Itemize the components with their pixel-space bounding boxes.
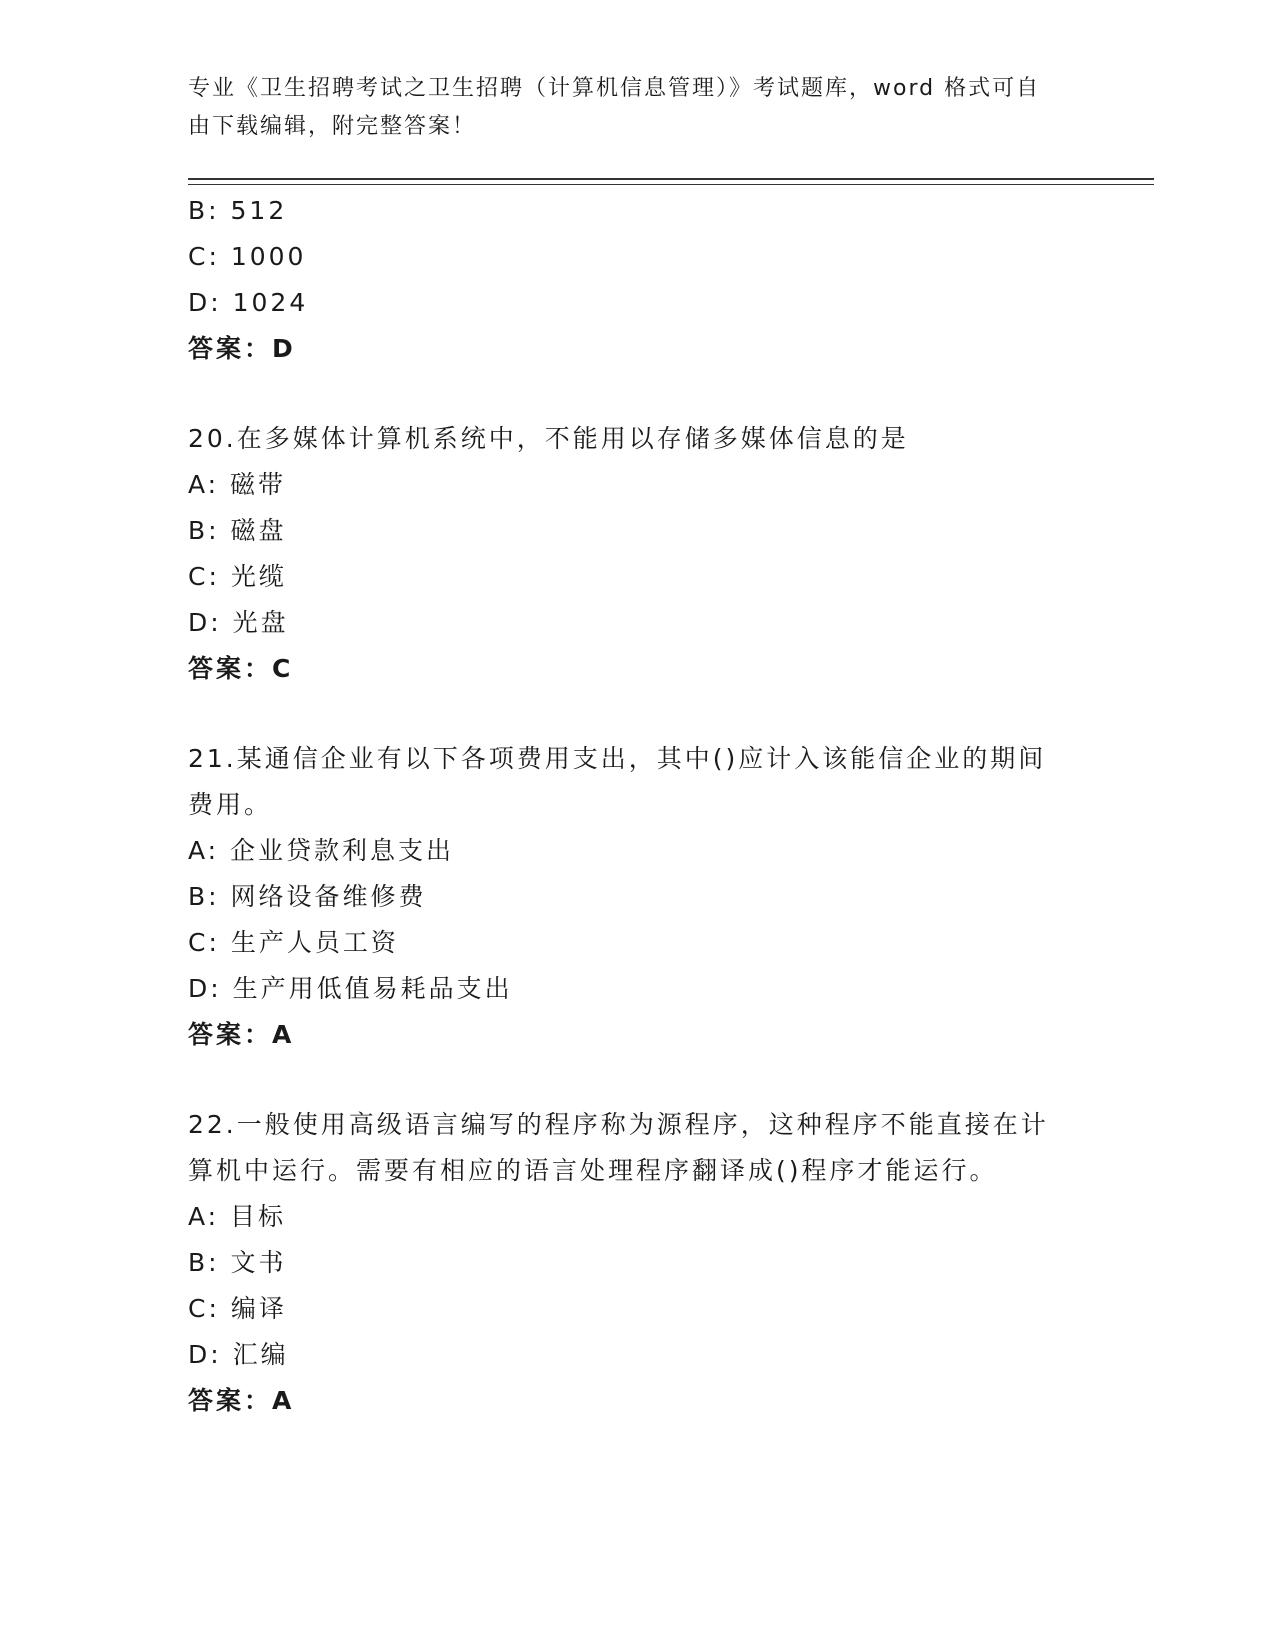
header-rule-thick [188,178,1154,180]
option-b: B: 网络设备维修费 [188,882,427,911]
header-line-2: 由下载编辑，附完整答案！ [188,114,477,139]
option-a: A: 企业贷款利息支出 [188,836,455,865]
answer: 答案：D [188,334,296,363]
option-c: C: 1000 [188,242,307,271]
question-block-19 [188,188,1088,372]
header-rule-thin [188,184,1154,185]
question-block-22 [188,1102,1088,1424]
option-c: C: 光缆 [188,562,287,591]
question-text-line-1: 22.一般使用高级语言编写的程序称为源程序，这种程序不能直接在计 [188,1110,1049,1139]
question-text-line-2: 算机中运行。需要有相应的语言处理程序翻译成()程序才能运行。 [188,1156,998,1185]
question-text: 20.在多媒体计算机系统中，不能用以存储多媒体信息的是 [188,424,909,453]
answer: 答案：A [188,1020,295,1049]
question-text-line-1: 21.某通信企业有以下各项费用支出，其中()应计入该能信企业的期间 [188,744,1047,773]
answer: 答案：C [188,654,294,683]
question-block-20 [188,416,1088,692]
header-line-1: 专业《卫生招聘考试之卫生招聘（计算机信息管理）》考试题库，word 格式可自 [188,76,1041,101]
option-a: A: 目标 [188,1202,287,1231]
option-d: D: 汇编 [188,1340,289,1369]
answer: 答案：A [188,1386,295,1415]
option-a: A: 磁带 [188,470,287,499]
question-list [188,188,1088,1424]
question-block-21 [188,736,1088,1058]
option-d: D: 光盘 [188,608,289,637]
option-d: D: 生产用低值易耗品支出 [188,974,513,1003]
option-b: B: 磁盘 [188,516,287,545]
option-c: C: 生产人员工资 [188,928,399,957]
option-b: B: 文书 [188,1248,287,1277]
question-text-line-2: 费用。 [188,790,273,819]
option-c: C: 编译 [188,1294,287,1323]
document-header [188,70,1068,146]
option-b: B: 512 [188,196,288,225]
option-d: D: 1024 [188,288,309,317]
